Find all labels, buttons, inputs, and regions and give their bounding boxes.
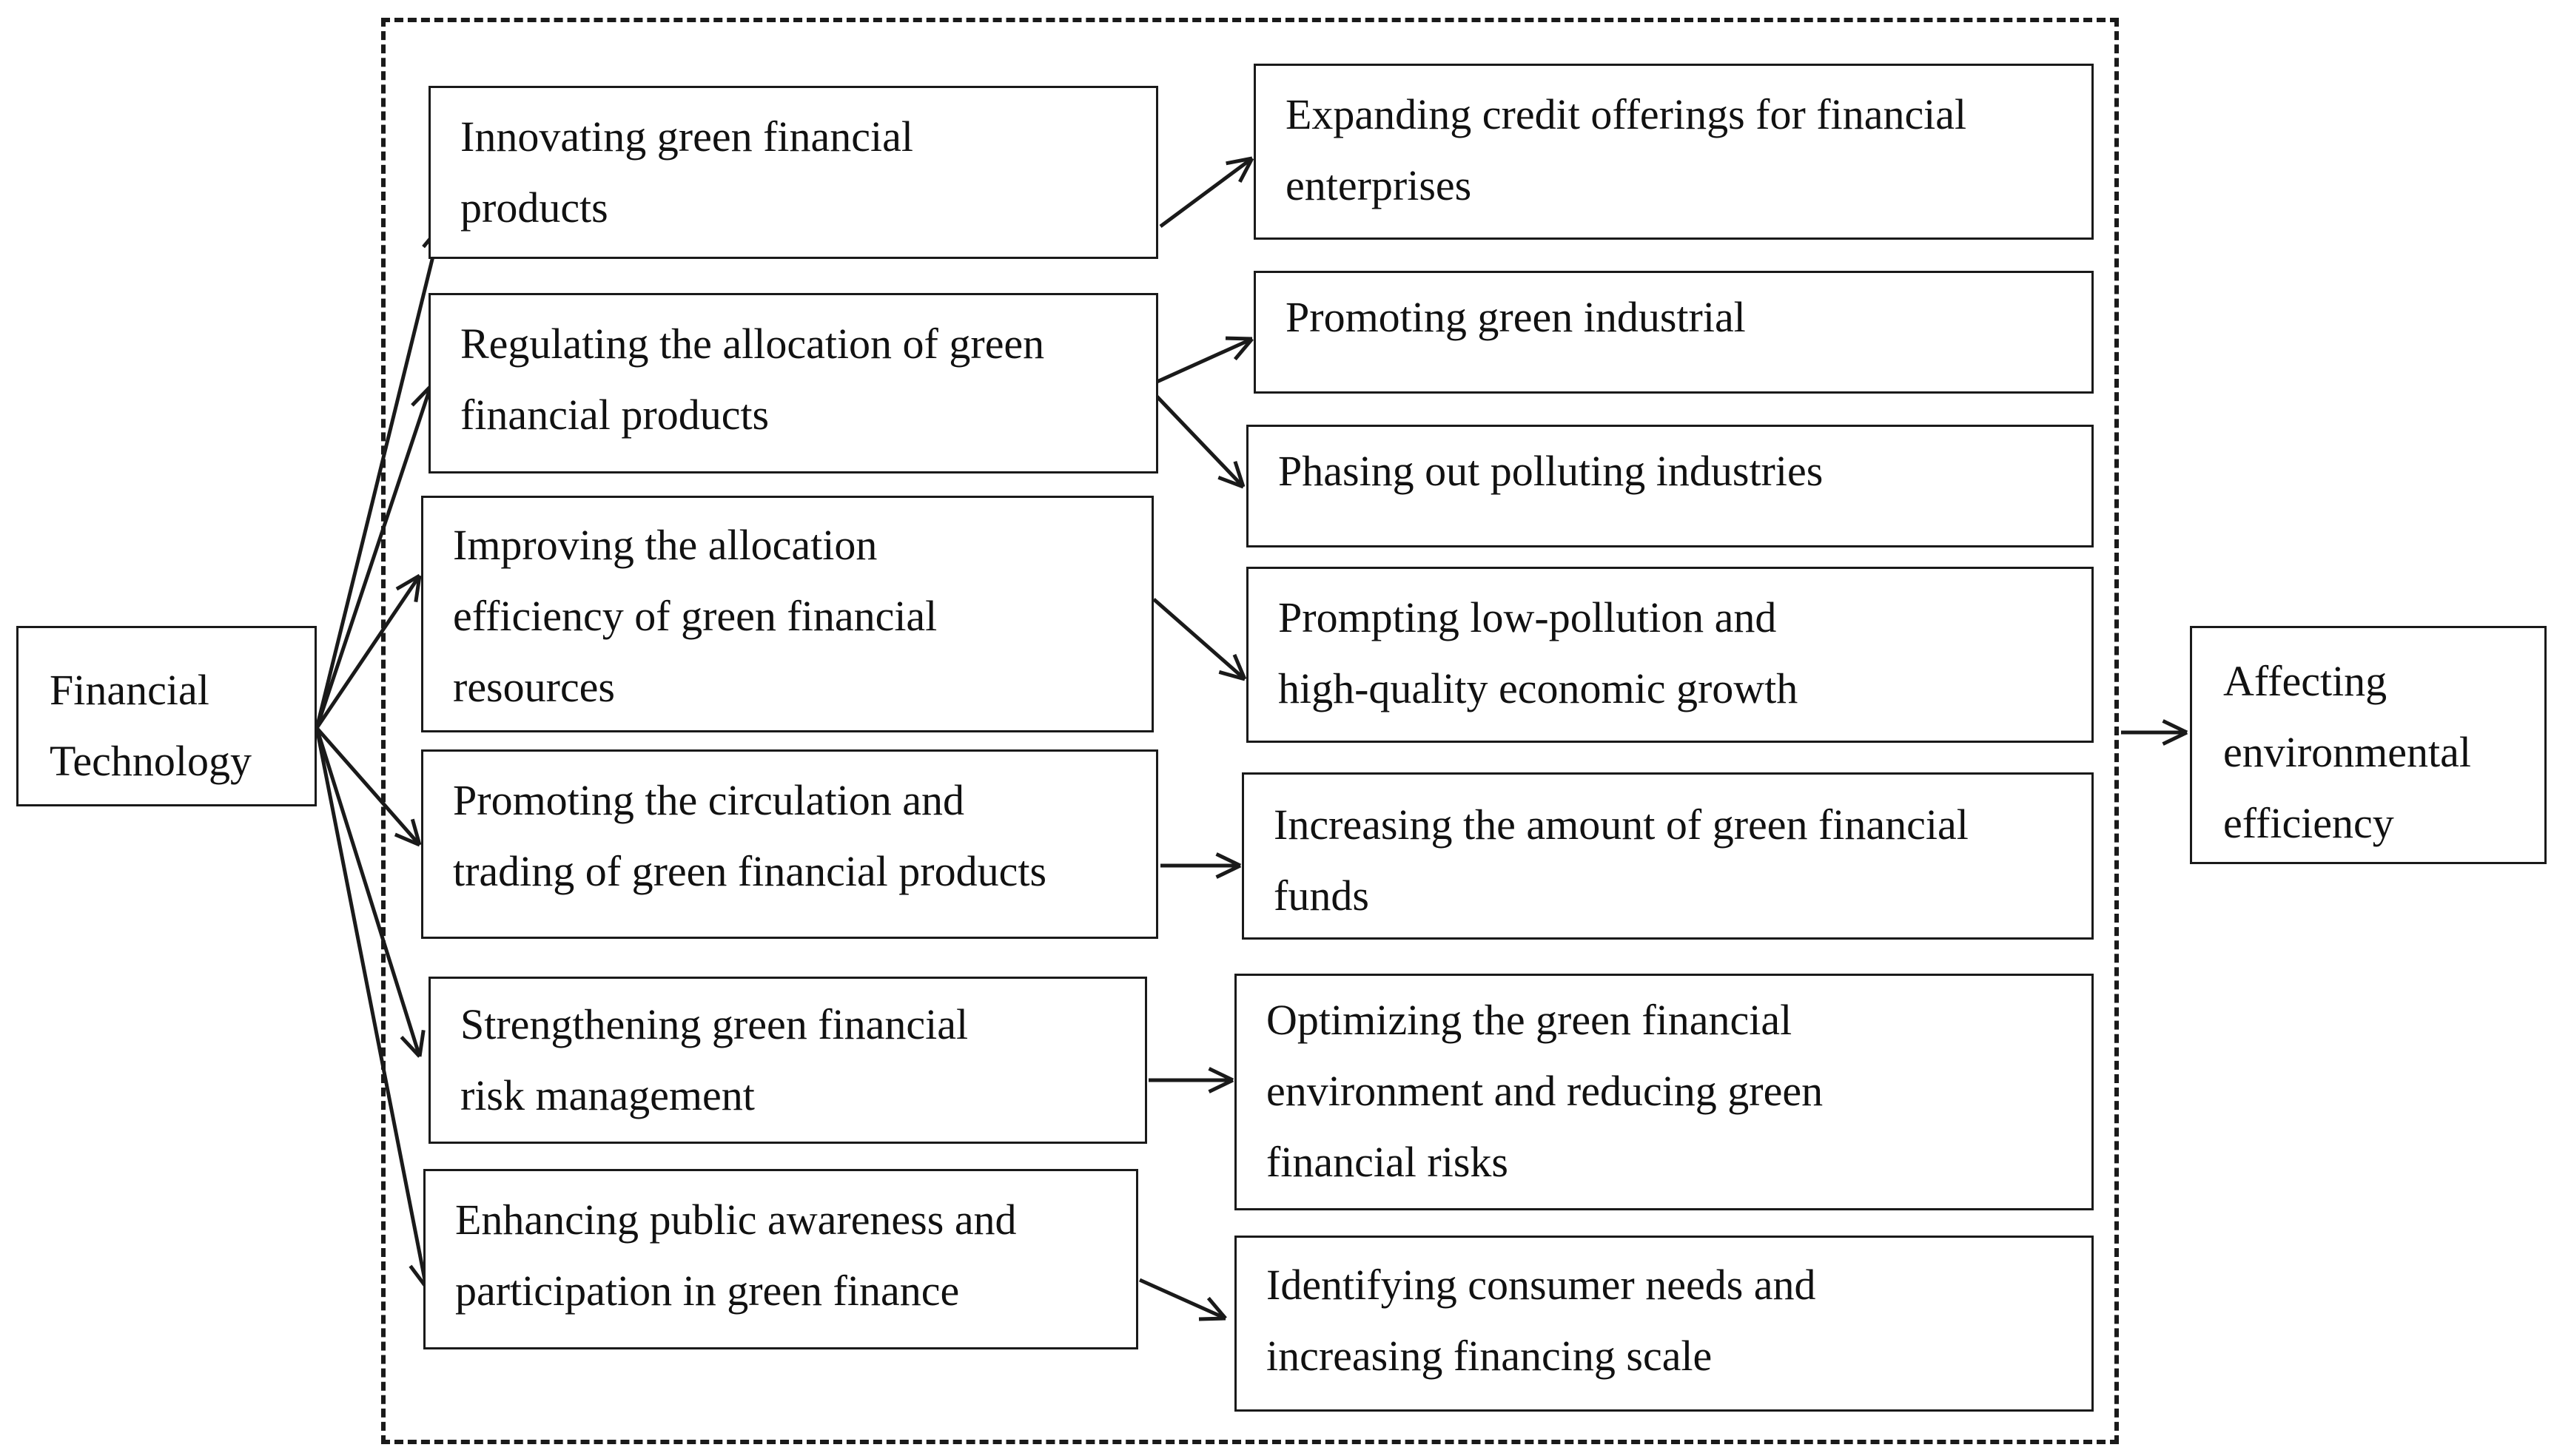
mechanism-line: Improving the allocation [453,521,878,569]
effect-line: Expanding credit offerings for financial [1286,90,1967,138]
mechanism-line: financial products [460,391,770,439]
effect-line: Optimizing the green financial [1266,996,1792,1044]
effect-box-4 [1242,772,2094,940]
mechanism-line: products [460,183,608,232]
effect-box-6 [1234,1236,2094,1412]
source-to-mechanism-arrow [317,386,434,728]
mechanism-line: risk management [460,1071,755,1119]
mechanism-box-1 [429,293,1158,473]
mechanism-line: Innovating green financial [460,112,913,161]
mechanism-box-4 [429,977,1147,1144]
mechanism-box-0 [429,86,1158,259]
source-to-mechanism-arrow [317,728,433,1287]
effect-line: Promoting green industrial [1286,293,1746,341]
effect-box-1 [1254,271,2094,394]
mechanism-box-3 [421,749,1158,939]
effect-box-5 [1234,974,2094,1210]
source-to-mechanism-arrow [317,728,420,845]
mechanism-line: Promoting the circulation and [453,776,965,824]
mechanism-to-effect-arrow [1149,1068,1233,1091]
effect-box-0 [1254,64,2094,240]
effect-line: Increasing the amount of green financial [1274,801,1969,849]
effect-line: Prompting low-pollution and [1278,593,1777,641]
frame-to-outcome-arrow [2121,721,2187,744]
mechanism-box-5 [423,1169,1138,1349]
outcome-box [2190,626,2547,864]
mechanism-line: participation in green finance [455,1267,960,1315]
mechanism-line: Regulating the allocation of green [460,320,1045,368]
source-box [16,626,317,806]
mechanism-to-effect-arrow [1160,158,1252,226]
effect-box-2 [1246,425,2094,547]
outcome-line: Affecting [2223,657,2387,705]
source-line: Financial [50,666,209,714]
effect-line: increasing financing scale [1266,1332,1713,1380]
mechanism-line: Strengthening green financial [460,1000,969,1048]
mechanism-line: efficiency of green financial [453,592,938,640]
mechanism-to-effect-arrow [1154,599,1245,679]
mechanism-line: resources [453,663,616,711]
mechanism-to-effect-arrow [1147,386,1243,487]
effect-line: high-quality economic growth [1278,664,1798,712]
mechanism-box-2 [421,496,1154,732]
effect-box-3 [1246,567,2094,743]
mechanism-to-effect-arrow [1160,854,1240,877]
effect-line: Phasing out polluting industries [1278,447,1824,495]
mechanism-line: Enhancing public awareness and [455,1196,1017,1244]
effect-line: financial risks [1266,1138,1508,1186]
effect-line: funds [1274,872,1369,920]
mechanism-line: trading of green financial products [453,847,1047,895]
source-line: Technology [50,737,252,785]
effect-line: Identifying consumer needs and [1266,1261,1816,1309]
outcome-line: environmental [2223,728,2472,776]
effect-line: environment and reducing green [1266,1067,1824,1115]
outcome-line: efficiency [2223,799,2394,847]
mechanism-to-effect-arrow [1147,338,1252,386]
mechanism-to-effect-arrow [1140,1280,1226,1319]
source-to-mechanism-arrow [317,576,420,728]
effect-line: enterprises [1286,161,1472,209]
